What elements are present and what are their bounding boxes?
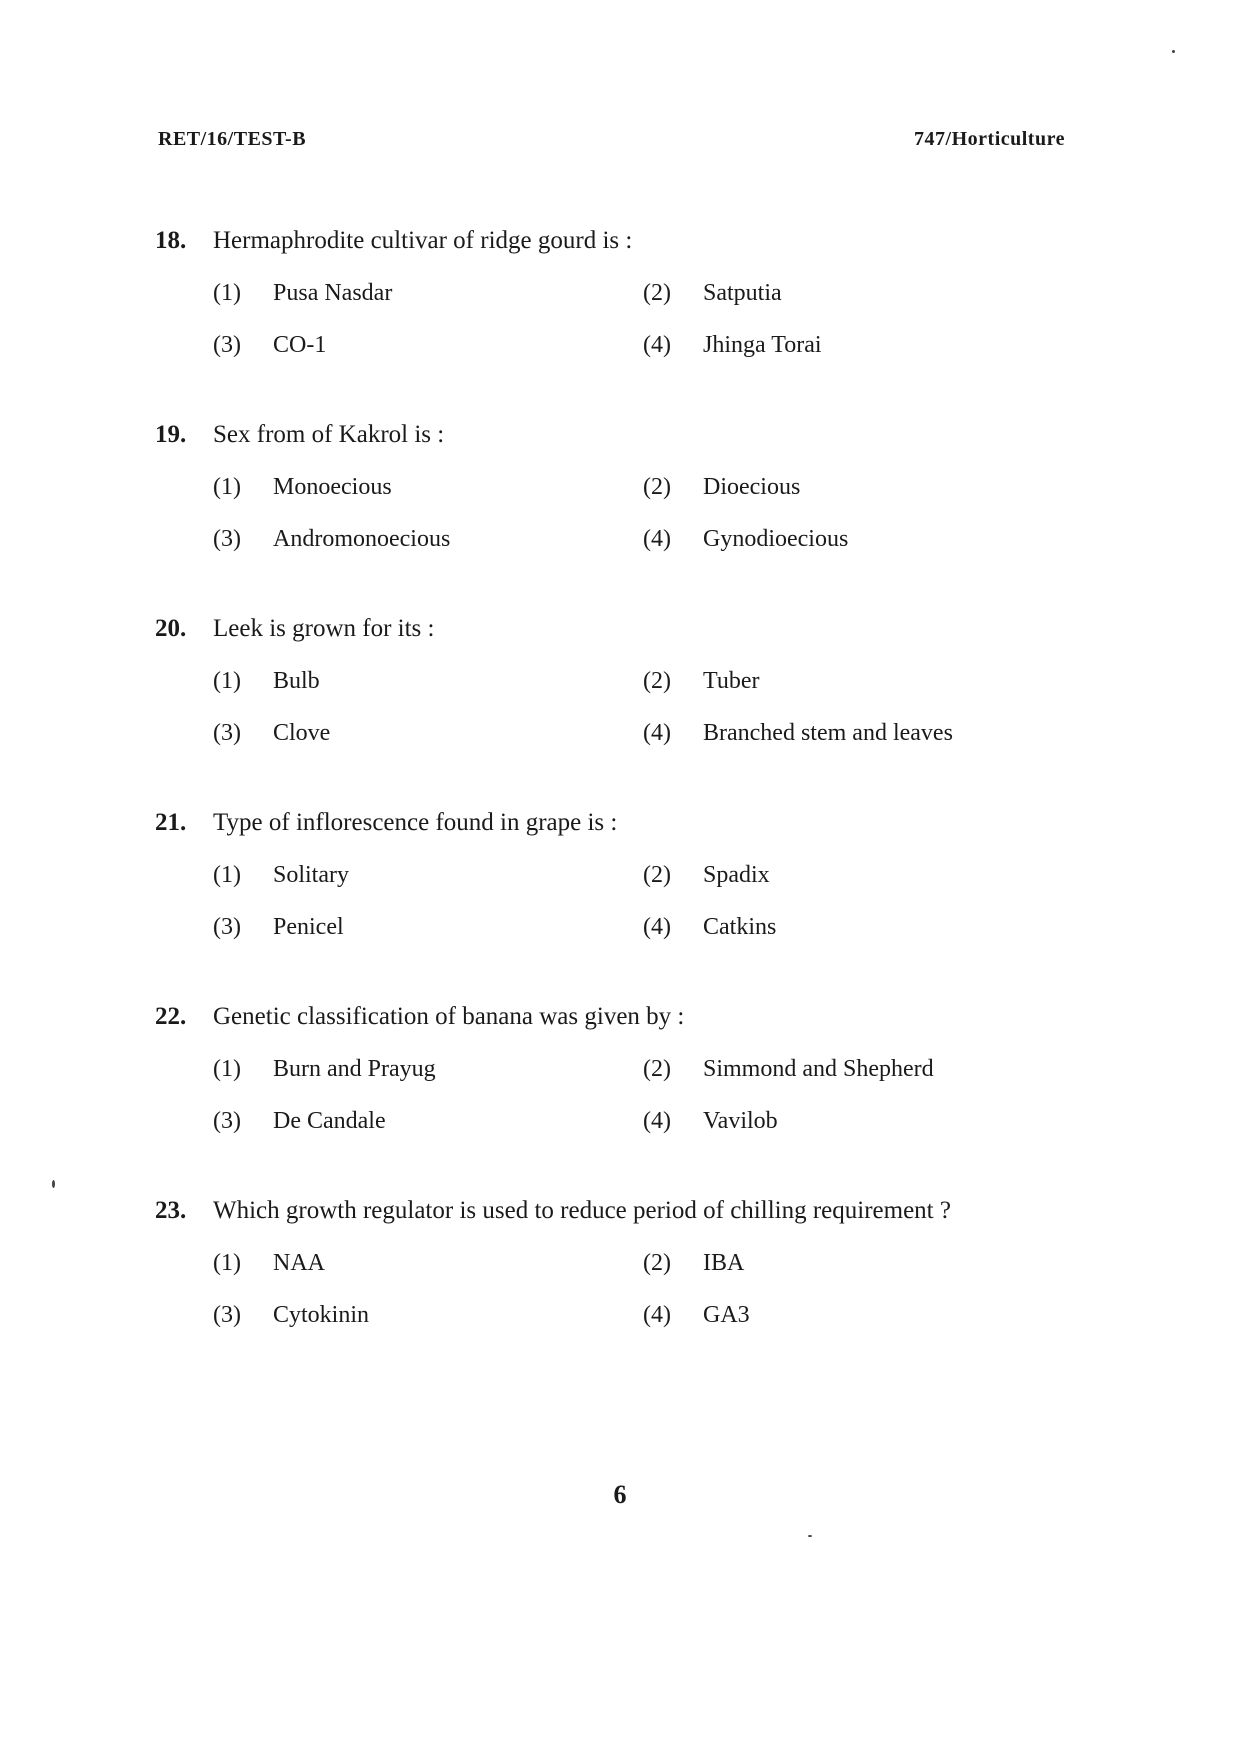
question-text: Type of inflorescence found in grape is : <box>213 809 618 836</box>
option-number: (2) <box>643 668 671 694</box>
question-23 <box>155 1188 1075 1338</box>
option-text: Gynodioecious <box>703 526 849 552</box>
option-text: Dioecious <box>703 474 801 500</box>
scan-speck <box>52 1180 55 1188</box>
option-number: (1) <box>213 668 241 694</box>
option-2 <box>643 852 1063 898</box>
option-3 <box>213 1292 643 1338</box>
option-number: (4) <box>643 332 671 358</box>
question-text: Hermaphrodite cultivar of ridge gourd is : <box>213 227 633 254</box>
question-number: 19. <box>155 421 187 448</box>
page-number: 6 <box>613 1480 627 1509</box>
option-2 <box>643 464 1063 510</box>
option-text: IBA <box>703 1250 745 1276</box>
option-4 <box>643 904 1063 950</box>
option-text: Simmond and Shepherd <box>703 1056 934 1082</box>
page-header <box>158 128 1065 151</box>
question-number: 20. <box>155 615 187 642</box>
option-grid <box>213 464 1075 562</box>
question-21 <box>155 800 1075 950</box>
option-number: (1) <box>213 1056 241 1082</box>
option-4 <box>643 1292 1063 1338</box>
option-3 <box>213 516 643 562</box>
option-3 <box>213 710 643 756</box>
option-text: Clove <box>273 720 331 746</box>
option-text: Vavilob <box>703 1108 778 1134</box>
option-text: Tuber <box>703 668 760 694</box>
option-4 <box>643 516 1063 562</box>
option-text: Spadix <box>703 862 770 888</box>
option-grid <box>213 1046 1075 1144</box>
option-text: Bulb <box>273 668 320 694</box>
option-number: (4) <box>643 720 671 746</box>
option-text: Satputia <box>703 280 782 306</box>
option-number: (3) <box>213 332 241 358</box>
option-number: (2) <box>643 1250 671 1276</box>
header-left-code: RET/16/TEST-B <box>158 128 307 150</box>
option-1 <box>213 1046 643 1092</box>
option-text: Catkins <box>703 914 777 940</box>
option-1 <box>213 464 643 510</box>
option-number: (1) <box>213 1250 241 1276</box>
option-3 <box>213 1098 643 1144</box>
option-number: (2) <box>643 862 671 888</box>
question-number: 18. <box>155 227 187 254</box>
option-number: (3) <box>213 1302 241 1328</box>
question-number: 21. <box>155 809 187 836</box>
option-number: (3) <box>213 914 241 940</box>
option-number: (2) <box>643 280 671 306</box>
option-number: (1) <box>213 474 241 500</box>
option-2 <box>643 1046 1063 1092</box>
option-3 <box>213 904 643 950</box>
question-18 <box>155 218 1075 368</box>
option-text: GA3 <box>703 1302 750 1328</box>
option-number: (1) <box>213 862 241 888</box>
question-text: Leek is grown for its : <box>213 615 435 642</box>
option-text: De Candale <box>273 1108 386 1134</box>
option-1 <box>213 1240 643 1286</box>
question-text: Genetic classification of banana was given by : <box>213 1003 685 1030</box>
question-number: 22. <box>155 1003 187 1030</box>
option-number: (4) <box>643 914 671 940</box>
option-grid <box>213 270 1075 368</box>
option-number: (2) <box>643 1056 671 1082</box>
option-grid <box>213 1240 1075 1338</box>
option-3 <box>213 322 643 368</box>
option-text: NAA <box>273 1250 325 1276</box>
option-1 <box>213 658 643 704</box>
option-text: CO-1 <box>273 332 327 358</box>
option-text: Cytokinin <box>273 1302 370 1328</box>
option-grid <box>213 852 1075 950</box>
question-list <box>155 218 1075 1382</box>
option-text: Monoecious <box>273 474 392 500</box>
option-number: (2) <box>643 474 671 500</box>
option-text: Jhinga Torai <box>703 332 822 358</box>
option-4 <box>643 710 1063 756</box>
option-text: Andromonoecious <box>273 526 451 552</box>
option-number: (4) <box>643 1302 671 1328</box>
option-grid <box>213 658 1075 756</box>
option-number: (4) <box>643 526 671 552</box>
option-1 <box>213 270 643 316</box>
option-4 <box>643 322 1063 368</box>
option-text: Penicel <box>273 914 344 940</box>
option-text: Solitary <box>273 862 349 888</box>
question-19 <box>155 412 1075 562</box>
option-2 <box>643 270 1063 316</box>
question-20 <box>155 606 1075 756</box>
option-text: Pusa Nasdar <box>273 280 393 306</box>
scan-speck <box>1172 50 1175 53</box>
option-2 <box>643 1240 1063 1286</box>
question-number: 23. <box>155 1197 187 1224</box>
option-number: (3) <box>213 526 241 552</box>
option-number: (3) <box>213 1108 241 1134</box>
option-number: (4) <box>643 1108 671 1134</box>
question-text: Sex from of Kakrol is : <box>213 421 445 448</box>
option-number: (1) <box>213 280 241 306</box>
option-text: Branched stem and leaves <box>703 720 953 746</box>
question-22 <box>155 994 1075 1144</box>
option-text: Burn and Prayug <box>273 1056 436 1082</box>
scan-speck <box>808 1535 812 1537</box>
option-number: (3) <box>213 720 241 746</box>
option-2 <box>643 658 1063 704</box>
option-4 <box>643 1098 1063 1144</box>
option-1 <box>213 852 643 898</box>
header-right-subject: 747/Horticulture <box>914 128 1065 150</box>
question-text: Which growth regulator is used to reduce period of chilling requirement ? <box>213 1197 951 1224</box>
